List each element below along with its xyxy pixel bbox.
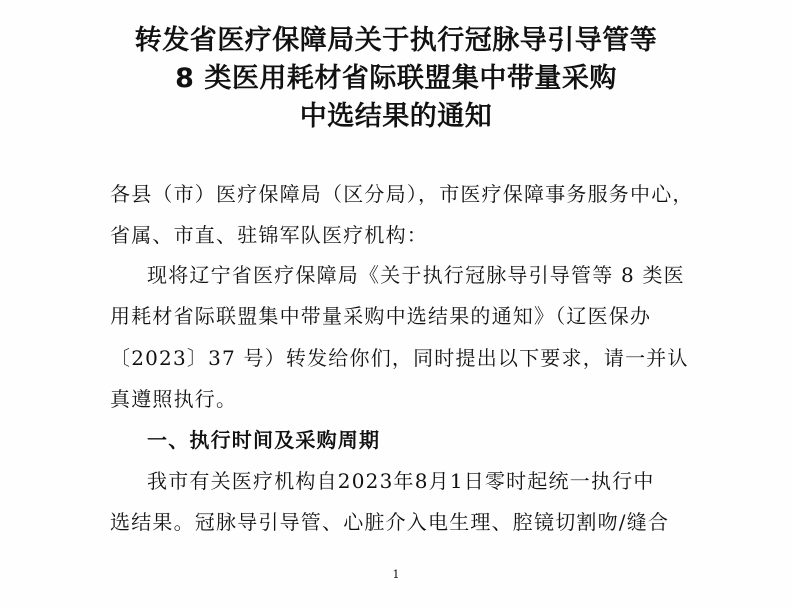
title-line-3: 中选结果的通知 bbox=[299, 101, 493, 132]
section-line-2: 选结果。冠脉导引导管、心脏介入电生理、腔镜切割吻/缝合 bbox=[110, 510, 670, 534]
section-heading: 一、执行时间及采购周期 bbox=[147, 428, 381, 452]
intro-line-3: 〔2023〕37 号）转发给你们，同时提出以下要求，请一并认 bbox=[110, 346, 689, 370]
intro-line-2: 用耗材省际联盟集中带量采购中选结果的通知》（辽医保办 bbox=[110, 304, 652, 328]
page-number: 1 bbox=[392, 568, 400, 581]
title-line-2: 8 类医用耗材省际联盟集中带量采购 bbox=[175, 63, 617, 94]
addressee-line-1: 各县（市）医疗保障局（区分局），市医疗保障事务服务中心， bbox=[110, 182, 694, 206]
addressee-line-2: 省属、市直、驻锦军队医疗机构： bbox=[110, 223, 428, 247]
title-line-1: 转发省医疗保障局关于执行冠脉导引导管等 bbox=[134, 25, 658, 56]
section-line-1: 我市有关医疗机构自2023年8月1日零时起统一执行中 bbox=[147, 469, 655, 493]
intro-line-4: 真遵照执行。 bbox=[110, 387, 238, 411]
intro-line-1: 现将辽宁省医疗保障局《关于执行冠脉导引导管等 8 类医 bbox=[147, 263, 685, 287]
